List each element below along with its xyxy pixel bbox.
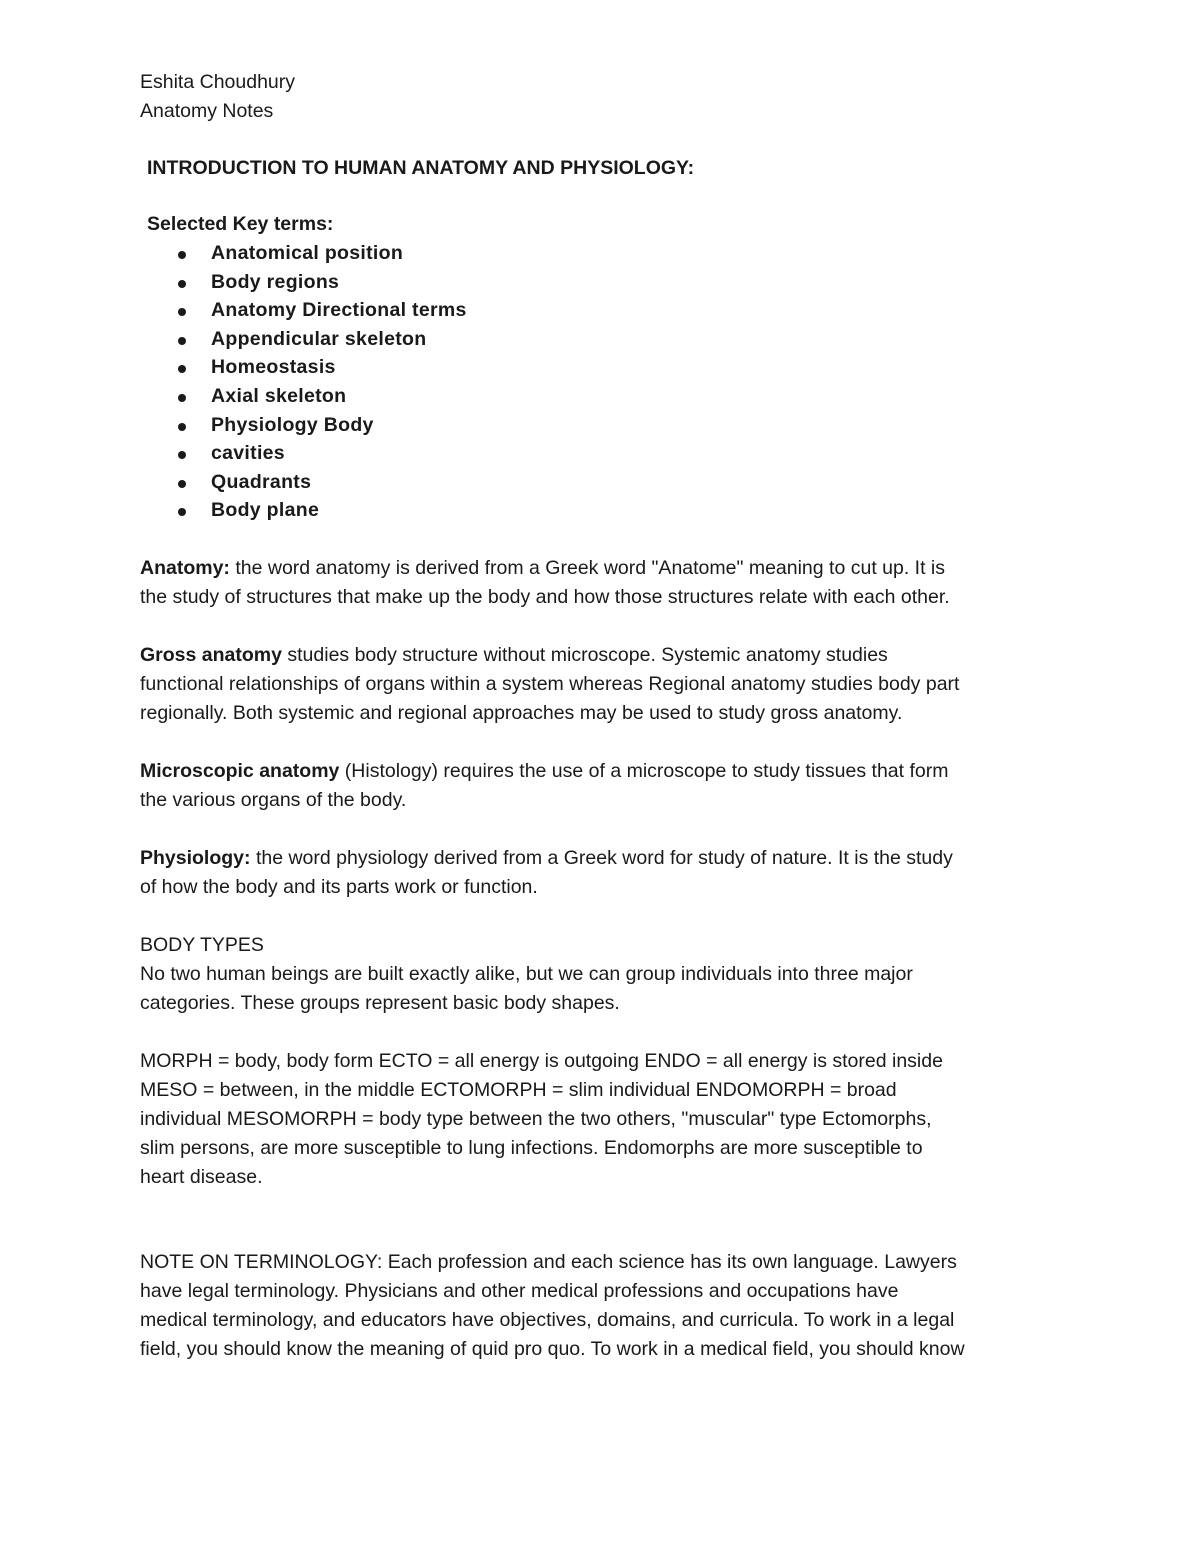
bullet-icon (178, 451, 186, 459)
anatomy-paragraph: Anatomy: the word anatomy is derived from a Greek word "Anatome" meaning to cut up. It is the study of structures that make up the body and how those structures relate with each other. (140, 556, 950, 608)
bullet-icon (178, 508, 186, 516)
document-title: INTRODUCTION TO HUMAN ANATOMY AND PHYSIOLOGY: (147, 157, 695, 179)
gross-anatomy-paragraph: Gross anatomy studies body structure without microscope. Systemic anatomy studies functional relationships of organs within a system whereas Regional anatomy studies body part regionally. Both systemic and regional approaches may be used to study gross anatomy. (140, 643, 960, 724)
list-item: Body regions (140, 268, 1070, 297)
bullet-icon (178, 280, 186, 288)
bullet-icon (178, 251, 186, 259)
anatomy-term: Anatomy: (140, 556, 230, 579)
physiology-paragraph: Physiology: the word physiology derived from a Greek word for study of nature. It is the study of how the body and its parts work or function. (140, 846, 953, 898)
gross-anatomy-term: Gross anatomy (140, 643, 282, 666)
microscopic-anatomy-paragraph: Microscopic anatomy (Histology) requires the use of a microscope to study tissues that form the various organs of the body. (140, 759, 949, 811)
list-item: Anatomical position (140, 239, 1070, 268)
body-types-heading: BODY TYPES (140, 933, 264, 956)
bullet-icon (178, 480, 186, 488)
physiology-term: Physiology: (140, 846, 251, 869)
author-name: Eshita Choudhury (140, 71, 296, 93)
key-terms-heading: Selected Key terms: (147, 213, 334, 235)
body-types-section: BODY TYPES No two human beings are built exactly alike, but we can group individuals into three major categories. These groups represent basic body shapes. (140, 931, 1070, 1018)
bullet-icon (178, 394, 186, 402)
microscopic-anatomy-term: Microscopic anatomy (140, 759, 340, 782)
document-subject: Anatomy Notes (140, 100, 274, 122)
list-item: Anatomy Directional terms (140, 296, 1070, 325)
terminology-paragraph: NOTE ON TERMINOLOGY: Each profession and each science has its own language. Lawyers have legal terminology. Physicians and other medical professions and occupations have medical terminology, and educators have objectives, domains, and curricula. To work in a legal field, you should know the meaning of quid pro quo. To work in a medical field, you should know (140, 1250, 965, 1360)
list-item: Homeostasis (140, 353, 1070, 382)
list-item: Body plane (140, 496, 1070, 525)
bullet-icon (178, 337, 186, 345)
bullet-icon (178, 423, 186, 431)
list-item: Quadrants (140, 468, 1070, 497)
bullet-icon (178, 365, 186, 373)
morph-paragraph: MORPH = body, body form ECTO = all energy is outgoing ENDO = all energy is stored inside MESO = between, in the middle ECTOMORPH = slim individual ENDOMORPH = broad individual MESOMORPH = body type between the two others, "muscular" type Ectomorphs, slim persons, are more susceptible to lung infections. Endomorphs are more susceptible to heart disease. (140, 1049, 943, 1188)
key-terms-list (140, 239, 1070, 525)
bullet-icon (178, 308, 186, 316)
document-body (140, 68, 1070, 1364)
list-item: Physiology Body (140, 411, 1070, 440)
list-item: cavities (140, 439, 1070, 468)
list-item: Appendicular skeleton (140, 325, 1070, 354)
list-item: Axial skeleton (140, 382, 1070, 411)
